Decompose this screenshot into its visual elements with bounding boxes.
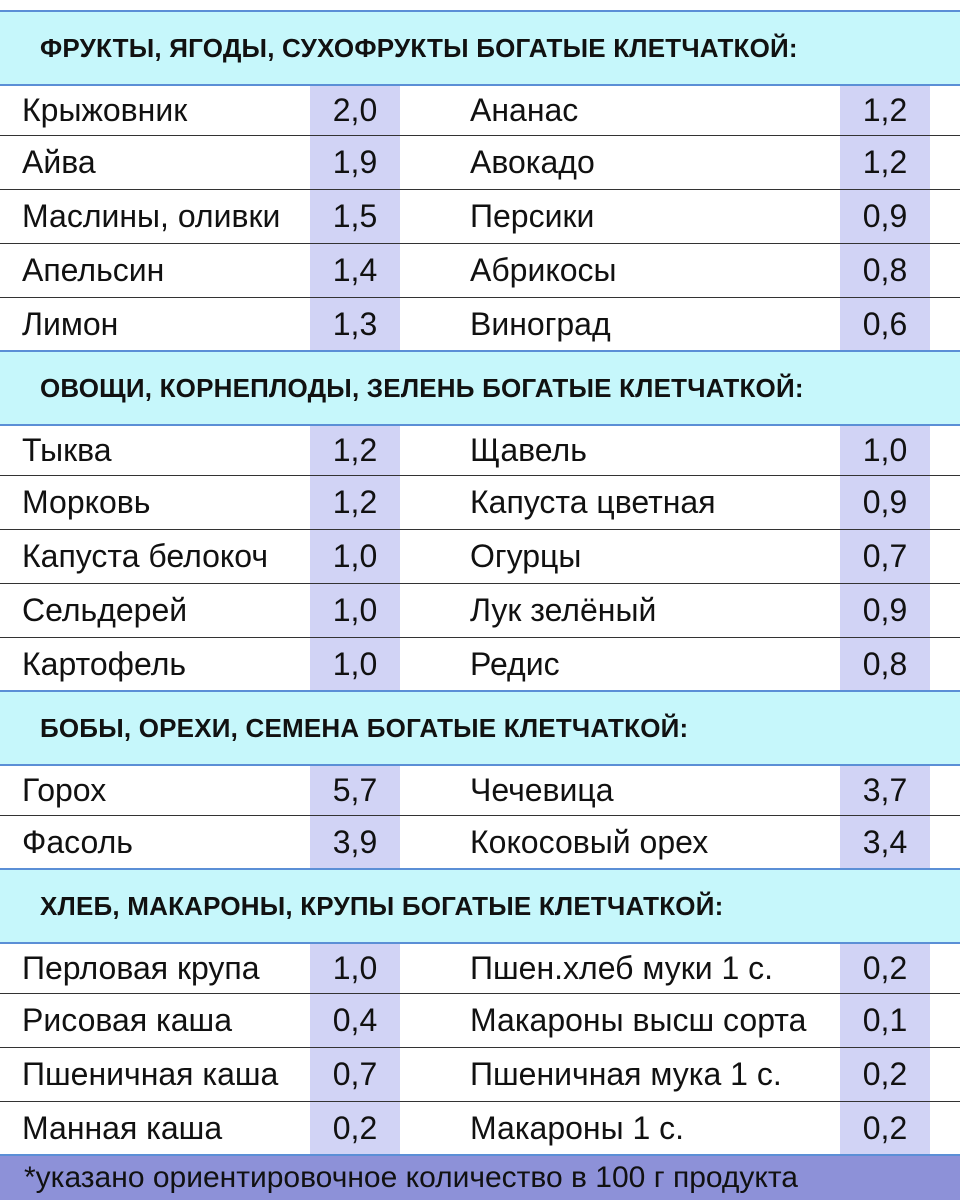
food-name: Ананас: [470, 92, 579, 128]
fiber-value: 0,9: [840, 584, 930, 637]
footnote: *указано ориентировочное количество в 100 г продукта: [24, 1161, 798, 1194]
food-name: Пшеничная каша: [22, 1056, 279, 1092]
food-name: Виноград: [470, 305, 611, 342]
table-row: [0, 476, 960, 530]
food-name: Картофель: [22, 645, 187, 682]
fiber-value: 0,9: [840, 476, 930, 529]
fiber-value: 1,3: [310, 298, 400, 350]
fiber-value: 1,2: [840, 136, 930, 189]
fiber-value: 0,9: [840, 190, 930, 243]
fiber-value: 0,7: [840, 530, 930, 583]
table-row: [0, 298, 960, 350]
fiber-value: 0,2: [840, 1048, 930, 1101]
fiber-value: 2,0: [310, 86, 400, 135]
table-row: [0, 190, 960, 244]
food-name: Крыжовник: [22, 92, 188, 128]
fiber-value: 0,2: [310, 1102, 400, 1154]
fiber-value: 1,2: [310, 476, 400, 529]
fiber-value: 0,6: [840, 298, 930, 350]
food-name: Фасоль: [22, 823, 133, 860]
food-name: Чечевица: [470, 772, 614, 808]
fiber-value: 1,9: [310, 136, 400, 189]
food-name: Огурцы: [470, 538, 582, 574]
food-name: Сельдерей: [22, 592, 188, 628]
section-title: ФРУКТЫ, ЯГОДЫ, СУХОФРУКТЫ БОГАТЫЕ КЛЕТЧАТКОЙ:: [40, 32, 798, 63]
fiber-value: 1,2: [310, 426, 400, 475]
food-name: Макароны 1 с.: [470, 1109, 685, 1146]
fiber-value: 3,7: [840, 766, 930, 815]
table-row: [0, 426, 960, 476]
table-row: [0, 816, 960, 868]
table-row: [0, 244, 960, 298]
fiber-value: 1,2: [840, 86, 930, 135]
table-row: [0, 766, 960, 816]
food-name: Макароны высш сорта: [470, 1002, 807, 1038]
fiber-value: 0,8: [840, 244, 930, 297]
fiber-value: 1,0: [840, 426, 930, 475]
food-name: Тыква: [22, 432, 112, 468]
food-name: Рисовая каша: [22, 1002, 232, 1038]
section-title: ОВОЩИ, КОРНЕПЛОДЫ, ЗЕЛЕНЬ БОГАТЫЕ КЛЕТЧАТКОЙ:: [40, 372, 804, 403]
fiber-value: 1,0: [310, 638, 400, 690]
food-name: Перловая крупа: [22, 950, 260, 986]
food-name: Горох: [22, 772, 107, 808]
food-name: Морковь: [22, 484, 151, 520]
food-name: Маслины, оливки: [22, 198, 281, 234]
fiber-value: 0,2: [840, 1102, 930, 1154]
fiber-value: 0,4: [310, 994, 400, 1047]
food-name: Капуста цветная: [470, 484, 716, 520]
food-name: Лимон: [22, 305, 119, 342]
section-header: [0, 690, 960, 766]
table-row: [0, 584, 960, 638]
table-row: [0, 86, 960, 136]
fiber-value: 1,0: [310, 530, 400, 583]
fiber-value: 3,9: [310, 816, 400, 868]
food-name: Персики: [470, 198, 595, 234]
table-row: [0, 638, 960, 690]
section-title: ХЛЕБ, МАКАРОНЫ, КРУПЫ БОГАТЫЕ КЛЕТЧАТКОЙ:: [40, 890, 724, 921]
section-header: [0, 350, 960, 426]
food-name: Пшен.хлеб муки 1 с.: [470, 950, 774, 986]
food-name: Айва: [22, 144, 96, 180]
table-row: [0, 136, 960, 190]
food-name: Лук зелёный: [470, 592, 657, 628]
food-name: Щавель: [470, 432, 587, 468]
section-title: БОБЫ, ОРЕХИ, СЕМЕНА БОГАТЫЕ КЛЕТЧАТКОЙ:: [40, 712, 689, 743]
table-row: [0, 1048, 960, 1102]
food-name: Капуста белокоч: [22, 538, 269, 574]
fiber-value: 1,4: [310, 244, 400, 297]
fiber-value: 0,7: [310, 1048, 400, 1101]
fiber-value: 1,0: [310, 584, 400, 637]
food-name: Манная каша: [22, 1109, 223, 1146]
food-name: Редис: [470, 645, 560, 682]
table-row: [0, 944, 960, 994]
fiber-value: 3,4: [840, 816, 930, 868]
fiber-value: 0,1: [840, 994, 930, 1047]
section-header: [0, 868, 960, 944]
table-row: [0, 994, 960, 1048]
table-row: [0, 530, 960, 584]
food-name: Пшеничная мука 1 с.: [470, 1056, 782, 1092]
fiber-value: 5,7: [310, 766, 400, 815]
section-header: [0, 10, 960, 86]
food-name: Авокадо: [470, 144, 595, 180]
fiber-value: 0,2: [840, 944, 930, 993]
footnote-bar: [0, 1154, 960, 1200]
fiber-value: 1,0: [310, 944, 400, 993]
table-row: [0, 1102, 960, 1154]
food-name: Апельсин: [22, 252, 165, 288]
food-name: Кокосовый орех: [470, 823, 709, 860]
food-name: Абрикосы: [470, 252, 617, 288]
fiber-value: 0,8: [840, 638, 930, 690]
fiber-value: 1,5: [310, 190, 400, 243]
